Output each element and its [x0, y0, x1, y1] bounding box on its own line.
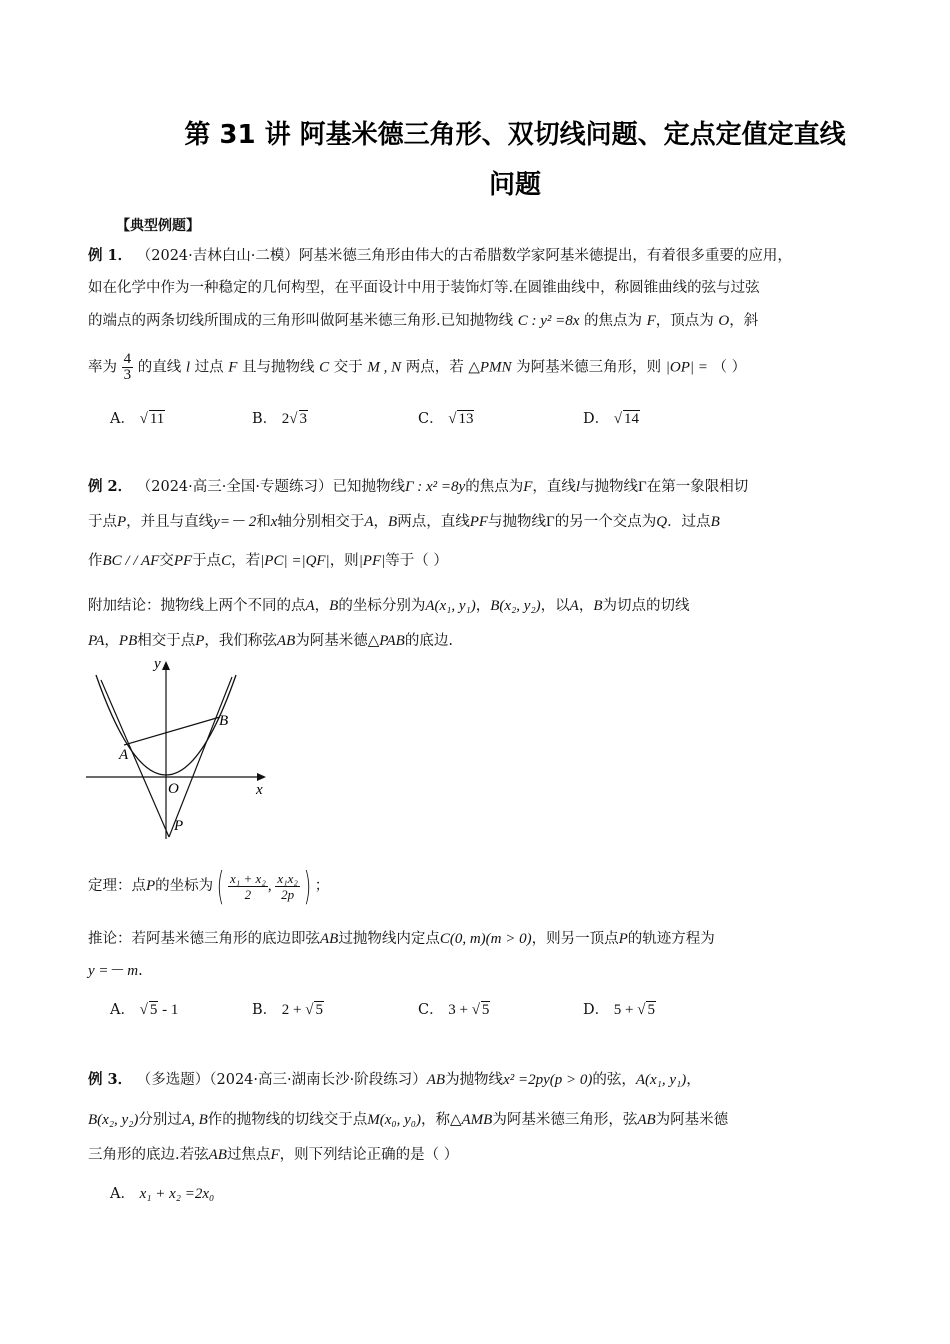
frac-den: 2p	[281, 886, 295, 902]
pre: 2 +	[281, 1002, 306, 1018]
frac-num: x₁ + x₂	[230, 870, 266, 886]
example3-line2	[88, 1110, 728, 1130]
math: AB	[276, 633, 296, 649]
text: 的端点的两条切线所围成的三角形叫做阿基米德三角形.已知抛物线	[88, 313, 514, 329]
example2-label: 例 2．	[88, 478, 133, 495]
text: 相交于点	[137, 633, 196, 649]
example2-extra-line2	[88, 631, 453, 651]
example1-line2: 如在化学中作为一种稳定的几何构型，在平面设计中用于装饰灯等.在圆锥曲线中，称圆锥曲线的弦与过弦	[88, 280, 760, 296]
example1-option-d[interactable]: D． √ 14	[583, 411, 639, 427]
example1-line3	[88, 311, 758, 331]
math: P	[146, 878, 156, 894]
math-OP: |OP| =	[665, 359, 708, 376]
math: B(x₂, y₂)	[490, 598, 541, 614]
math: AB	[426, 1072, 446, 1088]
text: ，	[475, 598, 491, 614]
text: 交	[159, 553, 174, 569]
chord-AB	[124, 717, 220, 745]
math: BC / / AF	[102, 553, 160, 569]
frac-den: 2	[244, 886, 252, 902]
option-label: A．	[110, 411, 135, 427]
section-label: 【典型例题】	[116, 218, 200, 234]
paren-left: (	[216, 864, 225, 908]
math-MN: M , N	[367, 359, 402, 376]
fig-label-y: y	[154, 656, 161, 672]
math: M(x₀, y₀)	[367, 1112, 421, 1128]
pre: 3 +	[448, 1002, 472, 1018]
text: 为切点的切线	[602, 598, 690, 614]
math: PF	[173, 553, 193, 569]
math: PA	[88, 633, 105, 649]
math: △AMB	[449, 1112, 493, 1128]
sqrt-value: 5	[315, 1002, 323, 1018]
fraction-x	[228, 871, 268, 902]
math: A(x₁, y₁)	[425, 598, 476, 614]
math: AB	[208, 1147, 227, 1163]
tangent-PB	[169, 677, 232, 837]
math: y =－ m	[88, 963, 139, 979]
text: （ ）	[712, 359, 747, 376]
text: 的坐标分别为	[338, 598, 426, 614]
text: ，则	[329, 553, 359, 569]
text: ，	[686, 1072, 701, 1088]
example3-option-a[interactable]	[110, 1182, 214, 1203]
page-title-line1: 第 31 讲 阿基米德三角形、双切线问题、定点定值定直线	[184, 120, 846, 150]
text: 为阿基米德	[295, 633, 368, 649]
text: 附加结论：抛物线上两个不同的点	[88, 598, 306, 614]
example2-option-d[interactable]: D． 5 + √ 5	[583, 1002, 655, 1018]
text: 和	[256, 514, 271, 530]
text: 两点，若	[405, 359, 464, 376]
text: 作	[88, 553, 103, 569]
math: B	[388, 514, 398, 530]
sqrt-value: 5	[149, 1002, 158, 1018]
example3-line1	[88, 1070, 701, 1090]
example2-line2	[88, 512, 720, 532]
text: ，并且与直线	[126, 514, 214, 530]
frac-num: 4	[123, 351, 132, 367]
example1-text: 阿基米德三角形由伟大的古希腊数学家阿基米德提出，有着很多重要的应用，	[298, 248, 792, 264]
math: A	[569, 598, 579, 614]
post: - 1	[158, 1002, 179, 1018]
fraction-y	[275, 871, 300, 902]
example2-option-b[interactable]: B． 2 + √ 5	[252, 1002, 323, 1018]
text: 的弦，	[592, 1072, 636, 1088]
text: 过抛物线内定点	[338, 931, 440, 947]
text: 交于	[333, 359, 363, 376]
math-C: C	[319, 359, 330, 376]
text: 与抛物线	[488, 514, 547, 530]
text: 率为	[88, 359, 117, 376]
text: 在第一象限相切	[646, 479, 749, 495]
archimedes-triangle-figure	[86, 655, 271, 840]
example1-option-b[interactable]: B． 2√ 3	[252, 411, 307, 427]
math: AB	[637, 1112, 656, 1128]
fig-label-B: B	[219, 713, 229, 729]
sqrt-value: 5	[481, 1002, 490, 1018]
math: AB	[320, 931, 339, 947]
prefix: 2	[281, 411, 290, 427]
sqrt-value: 5	[647, 1002, 655, 1018]
example3-line3	[88, 1145, 458, 1165]
example1-option-a[interactable]: A． √ 11	[110, 411, 165, 427]
option-label: A．	[110, 1002, 135, 1018]
text: 与抛物线	[580, 479, 639, 495]
example1-option-c[interactable]: C． √ 13	[418, 411, 474, 427]
math: F	[523, 479, 533, 495]
math: x	[270, 514, 278, 530]
math: C(0, m)(m > 0)	[439, 931, 532, 947]
math-F: F	[228, 359, 238, 376]
example1-line4	[88, 352, 746, 383]
math: Q	[656, 514, 668, 530]
text: 的轨迹方程为	[627, 931, 715, 947]
fig-label-P: P	[174, 818, 184, 834]
text: ，	[314, 598, 330, 614]
option-label: D．	[583, 411, 610, 427]
text: ，顶点为	[655, 313, 714, 329]
text: 两点，直线	[397, 514, 470, 530]
math-triangle: △PMN	[468, 359, 512, 376]
text: 且与抛物线	[242, 359, 315, 376]
text: 的坐标为	[155, 878, 214, 894]
text: .	[138, 963, 143, 979]
text: ，我们称弦	[204, 633, 277, 649]
math: P	[618, 931, 628, 947]
example3-type: （多选题）	[136, 1072, 210, 1088]
paren-right: )	[303, 864, 312, 908]
math-parabola: C : y² =8x	[517, 313, 580, 329]
math: A	[364, 514, 374, 530]
text: 的另一个交点为	[554, 514, 657, 530]
text: 三角形的底边.若弦	[88, 1147, 209, 1163]
example2-source: （2024·高三·全国·专题练习）	[136, 479, 333, 495]
math: B	[710, 514, 720, 530]
text: 推论：若阿基米德三角形的底边即弦	[88, 931, 320, 947]
text: 的焦点为	[584, 313, 643, 329]
math: A, B	[181, 1112, 208, 1128]
math-gamma: Γ : x² =8y	[404, 479, 466, 495]
math: |PC| =|QF|	[260, 553, 330, 569]
text: 分别过	[138, 1112, 182, 1128]
text: 的焦点为	[465, 479, 524, 495]
math: |PF|	[358, 553, 386, 569]
math: A	[305, 598, 315, 614]
text: ，	[373, 514, 389, 530]
corollary-line2	[88, 961, 143, 981]
fig-label-O: O	[168, 781, 179, 797]
text: 过焦点	[226, 1147, 271, 1163]
text: ．过点	[667, 514, 711, 530]
math: P	[195, 633, 205, 649]
math: △PAB	[367, 633, 405, 649]
math: F	[270, 1147, 280, 1163]
math: x² =2py(p > 0)	[503, 1072, 593, 1088]
math: PF	[469, 514, 489, 530]
text: 已知抛物线	[332, 479, 405, 495]
sqrt-value: 14	[623, 411, 639, 427]
text: ，斜	[729, 313, 759, 329]
pre: 5 +	[613, 1002, 638, 1018]
example2-option-a[interactable]: A． √ 5 - 1	[110, 1002, 179, 1018]
math-F: F	[646, 313, 656, 329]
theorem-line: 定理：点P的坐标为( $\frac{\text{x₁ + x₂}}{2}$ , $\frac{\text{x₁x₂}}{2p}$ ) ；	[88, 864, 330, 908]
text: ，则下列结论正确的是（ ）	[279, 1147, 459, 1163]
math: B	[329, 598, 339, 614]
math: PB	[118, 633, 138, 649]
option-math: x₁ + x₂ =2x₀	[139, 1186, 215, 1202]
text: ，则另一顶点	[531, 931, 619, 947]
example1-line1	[88, 246, 792, 266]
text: 作的抛物线的切线交于点	[207, 1112, 368, 1128]
math: B	[593, 598, 603, 614]
text: 的直线	[137, 359, 182, 376]
text: ；	[314, 878, 330, 894]
option-label: C．	[418, 411, 444, 427]
option-label: C．	[418, 1002, 444, 1018]
sqrt-value: 3	[299, 411, 307, 427]
example1-source: （2024·吉林白山·二模）	[136, 248, 299, 264]
sqrt-value: 13	[458, 411, 474, 427]
math: Γ	[546, 514, 555, 530]
option-label: D．	[583, 1002, 610, 1018]
option-label: A．	[110, 1186, 135, 1202]
math-l: l	[185, 359, 190, 376]
text: 的底边.	[404, 633, 453, 649]
math-O: O	[718, 313, 730, 329]
text: 为阿基米德	[655, 1112, 729, 1128]
option-label: B．	[252, 411, 278, 427]
text: 为阿基米德三角形，弦	[492, 1112, 638, 1128]
page-title-line2: 问题	[488, 170, 541, 200]
text: ，	[578, 598, 594, 614]
y-axis-arrow	[162, 661, 170, 670]
text: 定理：点	[88, 878, 146, 894]
fraction-slope	[122, 352, 134, 383]
text: ，	[104, 633, 119, 649]
example3-source: （2024·高三·湖南长沙·阶段练习）	[209, 1072, 427, 1088]
example2-line1	[88, 477, 748, 497]
example2-option-c[interactable]: C． 3 + √ 5	[418, 1002, 490, 1018]
option-label: B．	[252, 1002, 278, 1018]
math: C	[221, 553, 232, 569]
frac-den: 3	[123, 367, 132, 383]
text: ，以	[540, 598, 570, 614]
frac-num: x₁x₂	[277, 870, 298, 886]
math: l	[575, 479, 581, 495]
sqrt-value: 11	[149, 411, 165, 427]
corollary-line1	[88, 929, 715, 949]
example2-extra-line1	[88, 596, 690, 616]
fig-label-A: A	[119, 747, 129, 763]
text: 于点	[192, 553, 222, 569]
math: P	[117, 514, 127, 530]
math: A(x₁, y₁)	[635, 1072, 687, 1088]
math: B(x₂, y₂)	[88, 1112, 139, 1128]
text: 为抛物线	[445, 1072, 504, 1088]
text: 轴分别相交于	[277, 514, 365, 530]
example1-label: 例 1．	[88, 247, 133, 264]
fig-label-x: x	[256, 782, 263, 798]
text: ，直线	[532, 479, 576, 495]
tangent-PA	[101, 680, 169, 837]
x-axis-arrow	[257, 773, 266, 781]
text: ，称	[420, 1112, 450, 1128]
text: 等于（ ）	[385, 553, 448, 569]
math: y=－ 2	[213, 514, 257, 530]
math: Γ	[638, 479, 647, 495]
text: 于点	[88, 514, 117, 530]
text: 为阿基米德三角形，则	[516, 359, 662, 376]
text: ，若	[231, 553, 261, 569]
example2-line3	[88, 551, 448, 571]
text: 过点	[194, 359, 224, 376]
example3-label: 例 3．	[88, 1071, 133, 1088]
